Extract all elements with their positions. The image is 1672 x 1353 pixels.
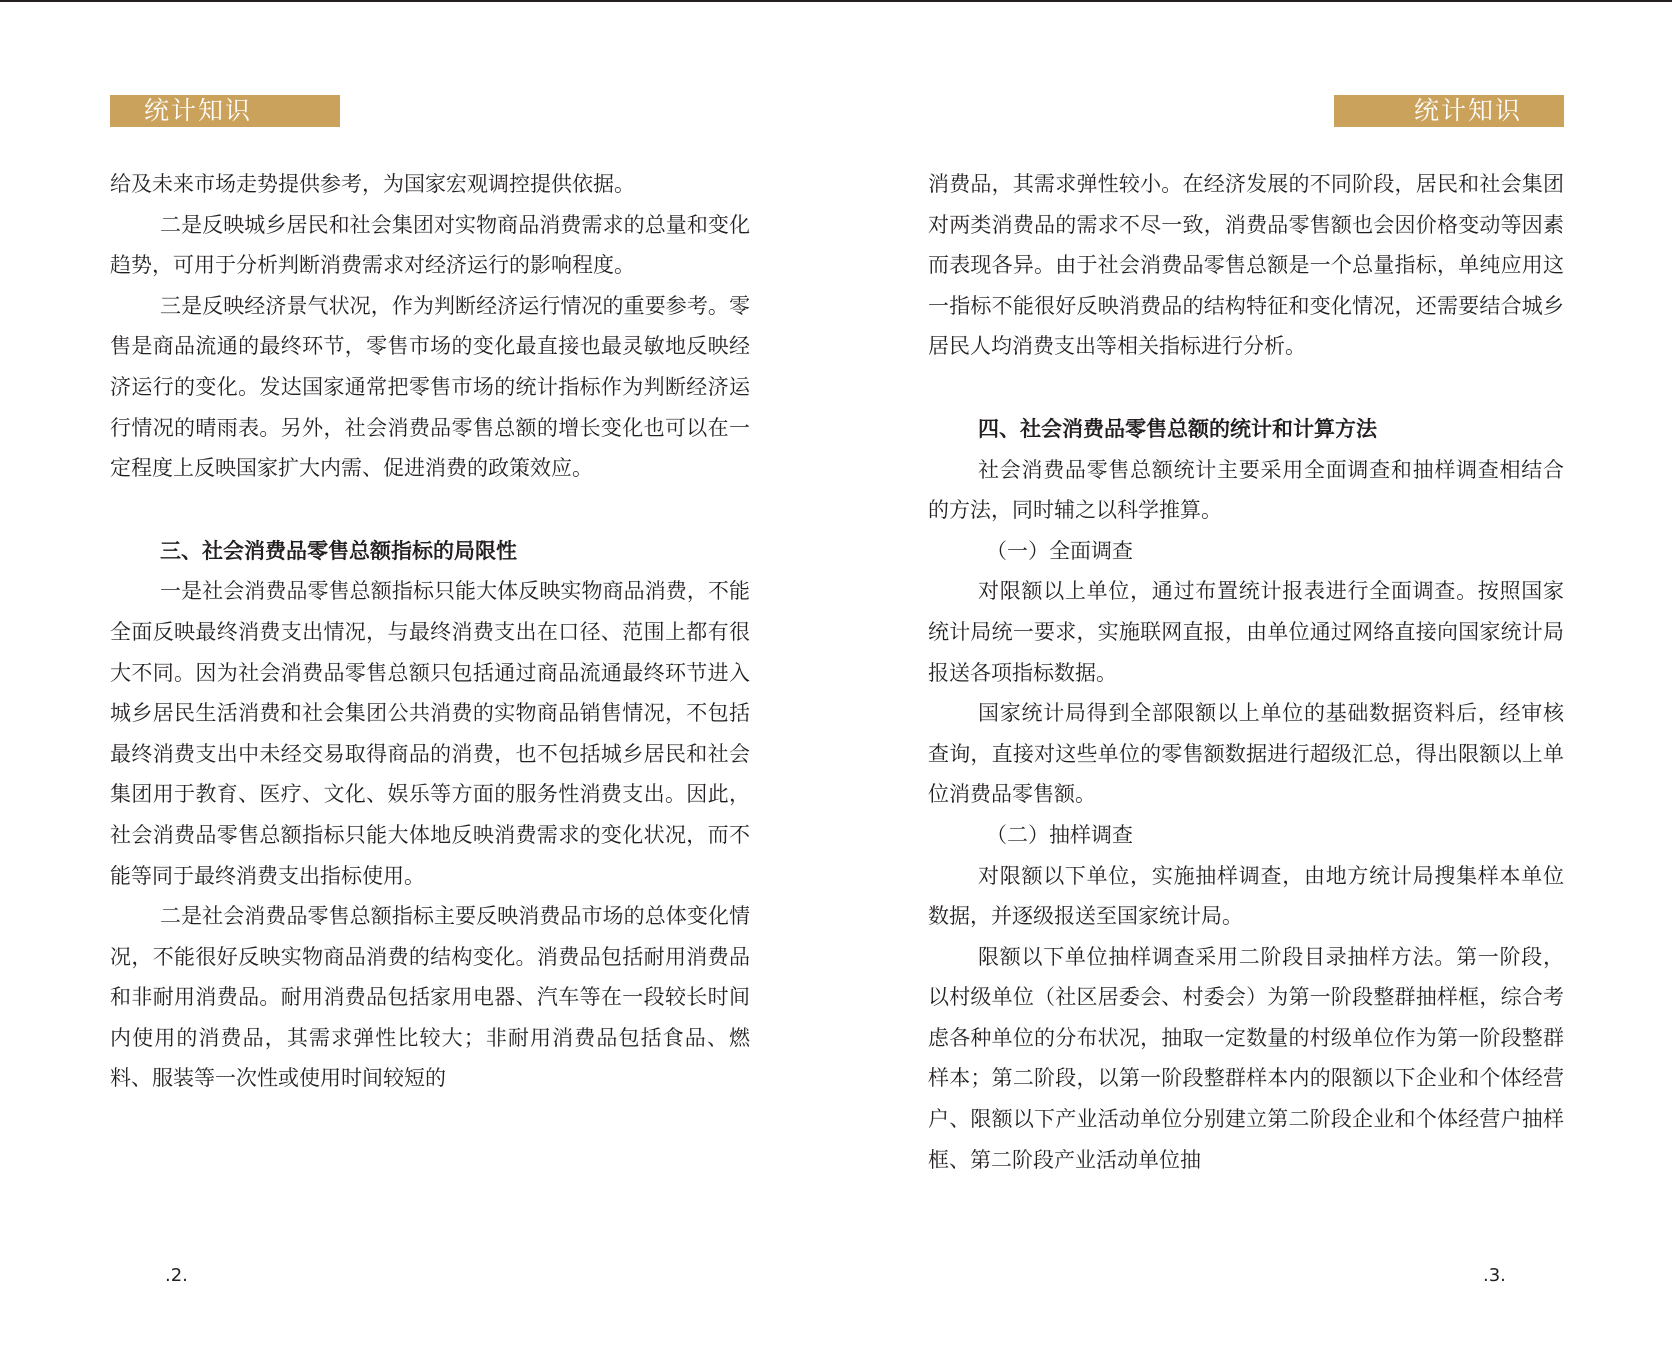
subsection-heading: （二）抽样调查 xyxy=(986,822,1133,847)
paragraph: 对限额以上单位，通过布置统计报表进行全面调查。按照国家统计局统一要求，实施联网直报，由单位通过网络直接向国家统计局报送各项指标数据。 xyxy=(928,579,1564,685)
left-body-text xyxy=(110,164,750,1099)
paragraph: 对限额以下单位，实施抽样调查，由地方统计局搜集样本单位数据，并逐级报送至国家统计局。 xyxy=(928,863,1564,929)
paragraph: 三是反映经济景气状况，作为判断经济运行情况的重要参考。零售是商品流通的最终环节，零售市场的变化最直接也最灵敏地反映经济运行的变化。发达国家通常把零售市场的统计指标作为判断经济运行情况的晴雨表。另外，社会消费品零售总额的增长变化也可以在一定程度上反映国家扩大内需、促进消费的政策效应。 xyxy=(110,293,750,481)
paragraph: 国家统计局得到全部限额以上单位的基础数据资料后，经审核查询，直接对这些单位的零售额数据进行超级汇总，得出限额以上单位消费品零售额。 xyxy=(928,701,1564,807)
section-heading: 三、社会消费品零售总额指标的局限性 xyxy=(160,538,517,563)
paragraph-continuation: 给及未来市场走势提供参考，为国家宏观调控提供依据。 xyxy=(110,172,635,196)
left-page xyxy=(110,0,750,1353)
right-page xyxy=(928,0,1564,1353)
subsection-heading: （一）全面调查 xyxy=(986,538,1133,563)
paragraph: 二是反映城乡居民和社会集团对实物商品消费需求的总量和变化趋势，可用于分析判断消费需求对经济运行的影响程度。 xyxy=(110,212,750,278)
section-heading: 四、社会消费品零售总额的统计和计算方法 xyxy=(978,416,1377,441)
right-header-tab: 统计知识 xyxy=(1334,95,1564,127)
right-body-text xyxy=(928,164,1564,1180)
paragraph: 限额以下单位抽样调查采用二阶段目录抽样方法。第一阶段，以村级单位（社区居委会、村委会）为第一阶段整群抽样框，综合考虑各种单位的分布状况，抽取一定数量的村级单位作为第一阶段整群样本；第二阶段，以第一阶段整群样本内的限额以下企业和个体经营户、限额以下产业活动单位分别建立第二阶段企业和个体经营户抽样框、第二阶段产业活动单位抽 xyxy=(928,944,1564,1172)
left-header-tab: 统计知识 xyxy=(110,95,340,127)
page-number: .3. xyxy=(1483,1265,1506,1286)
paragraph-continuation: 消费品，其需求弹性较小。在经济发展的不同阶段，居民和社会集团对两类消费品的需求不尽一致，消费品零售额也会因价格变动等因素而表现各异。由于社会消费品零售总额是一个总量指标，单纯应用这一指标不能很好反映消费品的结构特征和变化情况，还需要结合城乡居民人均消费支出等相关指标进行分析。 xyxy=(928,172,1564,359)
paragraph: 社会消费品零售总额统计主要采用全面调查和抽样调查相结合的方法，同时辅之以科学推算。 xyxy=(928,457,1564,523)
paragraph: 二是社会消费品零售总额指标主要反映消费品市场的总体变化情况，不能很好反映实物商品消费的结构变化。消费品包括耐用消费品和非耐用消费品。耐用消费品包括家用电器、汽车等在一段较长时间内使用的消费品，其需求弹性比较大；非耐用消费品包括食品、燃料、服装等一次性或使用时间较短的 xyxy=(110,904,750,1091)
page-number: .2. xyxy=(165,1265,188,1286)
paragraph: 一是社会消费品零售总额指标只能大体反映实物商品消费，不能全面反映最终消费支出情况，与最终消费支出在口径、范围上都有很大不同。因为社会消费品零售总额只包括通过商品流通最终环节进入城乡居民生活消费和社会集团公共消费的实物商品销售情况，不包括最终消费支出中未经交易取得商品的消费，也不包括城乡居民和社会集团用于教育、医疗、文化、娱乐等方面的服务性消费支出。因此，社会消费品零售总额指标只能大体地反映消费需求的变化状况，而不能等同于最终消费支出指标使用。 xyxy=(110,579,750,888)
